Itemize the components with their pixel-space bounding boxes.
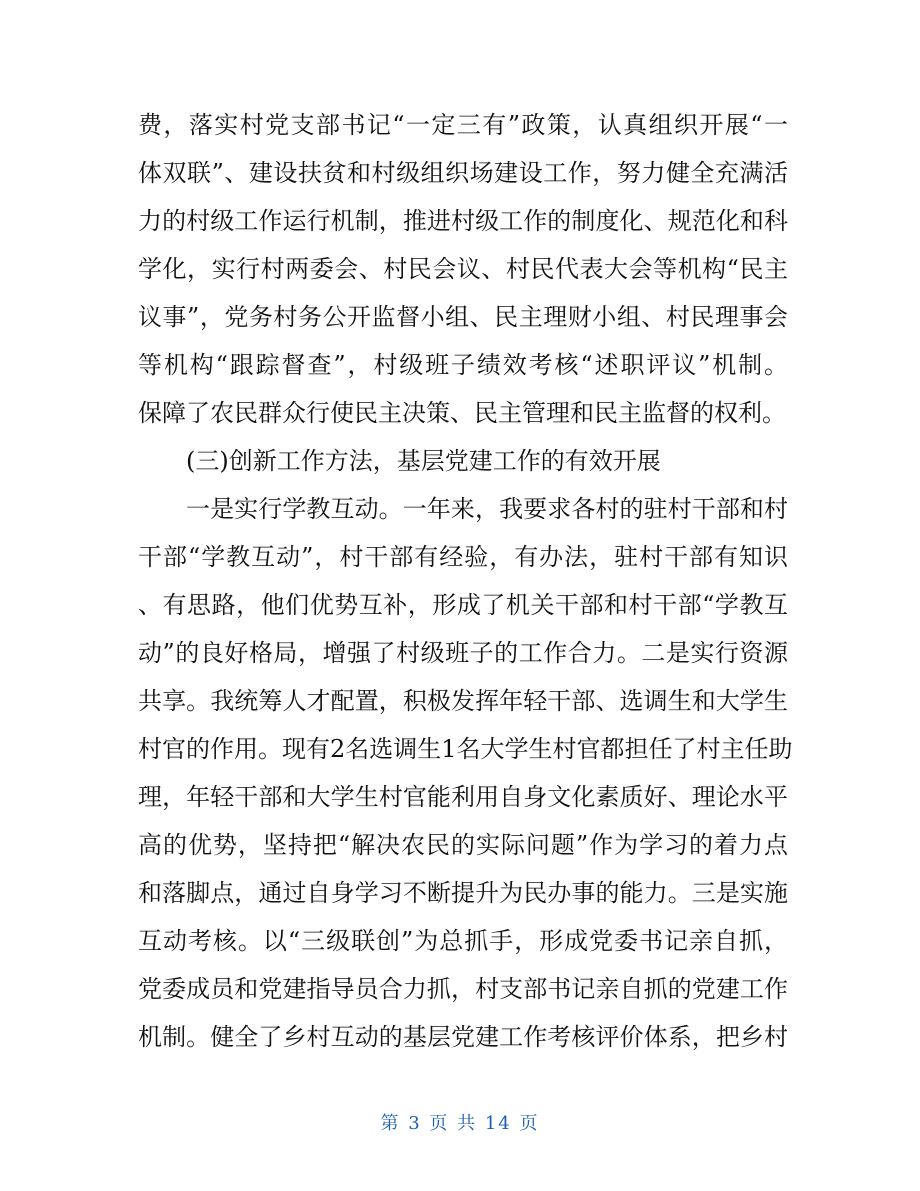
paragraph-line: 费，落实村党支部书记“一定三有”政策，认真组织开展“一 [138, 111, 788, 139]
paragraph-line: 、有思路，他们优势互补，形成了机关干部和村干部“学教互 [138, 591, 788, 619]
paragraph-line: 理，年轻干部和大学生村官能利用自身文化素质好、理论水平 [138, 783, 788, 811]
paragraph-line: 体双联”、建设扶贫和村级组织场建设工作，努力健全充满活 [138, 159, 788, 187]
paragraph-line: 互动考核。以“三级联创”为总抓手，形成党委书记亲自抓， [138, 927, 788, 955]
paragraph-line: 一是实行学教互动。一年来，我要求各村的驻村干部和村 [186, 495, 788, 523]
paragraph-line: 动”的良好格局，增强了村级班子的工作合力。二是实行资源 [138, 639, 788, 667]
paragraph-line: 等机构“跟踪督查”，村级班子绩效考核“述职评议”机制。 [138, 351, 788, 379]
paragraph-line: 机制。健全了乡村互动的基层党建工作考核评价体系，把乡村 [138, 1023, 788, 1051]
section-heading: (三)创新工作方法，基层党建工作的有效开展 [186, 447, 661, 475]
paragraph-line: 共享。我统筹人才配置，积极发挥年轻干部、选调生和大学生 [138, 687, 788, 715]
paragraph-line: 村官的作用。现有2名选调生1名大学生村官都担任了村主任助 [138, 735, 793, 763]
paragraph-line: 学化，实行村两委会、村民会议、村民代表大会等机构“民主 [138, 255, 788, 283]
paragraph-line: 保障了农民群众行使民主决策、民主管理和民主监督的权利。 [138, 399, 786, 427]
paragraph-line: 议事”，党务村务公开监督小组、民主理财小组、村民理事会 [138, 303, 788, 331]
paragraph-line: 干部“学教互动”，村干部有经验，有办法，驻村干部有知识 [138, 543, 788, 571]
paragraph-line: 党委成员和党建指导员合力抓，村支部书记亲自抓的党建工作 [138, 975, 788, 1003]
paragraph-line: 力的村级工作运行机制，推进村级工作的制度化、规范化和科 [138, 207, 788, 235]
paragraph-line: 和落脚点，通过自身学习不断提升为民办事的能力。三是实施 [138, 879, 788, 907]
paragraph-line: 高的优势，坚持把“解决农民的实际问题”作为学习的着力点 [138, 831, 788, 859]
page-number-footer: 第 3 页 共 14 页 [380, 1113, 540, 1134]
